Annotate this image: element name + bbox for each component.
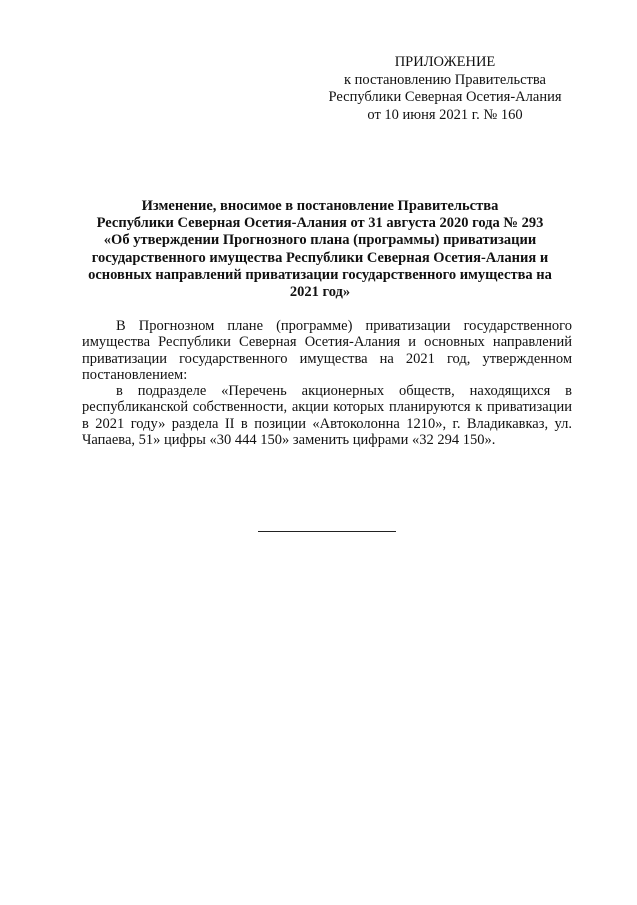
appendix-republic: Республики Северная Осетия-Алания: [328, 89, 562, 105]
title-line-5: основных направлений приватизации государственного имущества на: [88, 266, 552, 283]
title-line-1: Изменение, вносимое в постановление Правительства: [141, 198, 499, 214]
appendix-date-number: от 10 июня 2021 г. № 160: [367, 106, 523, 123]
title-line-3: «Об утверждении Прогнозного плана (программы) приватизации: [103, 232, 537, 249]
title-line-2: Республики Северная Осетия-Алания от 31 августа 2020 года № 293: [96, 215, 544, 232]
body-paragraph-1: В Прогнозном плане (программе) приватизации государственного имущества Республики Северная Осетия-Алания и основных направлений приватизации государственного имущества на 2021 год, утвержденном постановлением:: [82, 318, 572, 383]
closing-divider: [258, 531, 396, 532]
body-paragraph-2: в подразделе «Перечень акционерных обществ, находящихся в республиканской собственности, акции которых планируются к приватизации в 2021 году» раздела II в позиции «Автоколонна 1210», г. Владикавказ, ул. Чапаева, 51» цифры «30 444 150» заменить цифрами «32 294 150».: [82, 383, 572, 449]
appendix-header: [300, 54, 590, 124]
title-line-6: 2021 год»: [289, 284, 351, 301]
title-line-4: государственного имущества Республики Северная Осетия-Алания и: [91, 249, 549, 266]
document-body: [82, 318, 572, 448]
document-title: [70, 198, 570, 301]
appendix-reference: к постановлению Правительства: [344, 71, 546, 88]
appendix-label: ПРИЛОЖЕНИЕ: [394, 54, 496, 70]
